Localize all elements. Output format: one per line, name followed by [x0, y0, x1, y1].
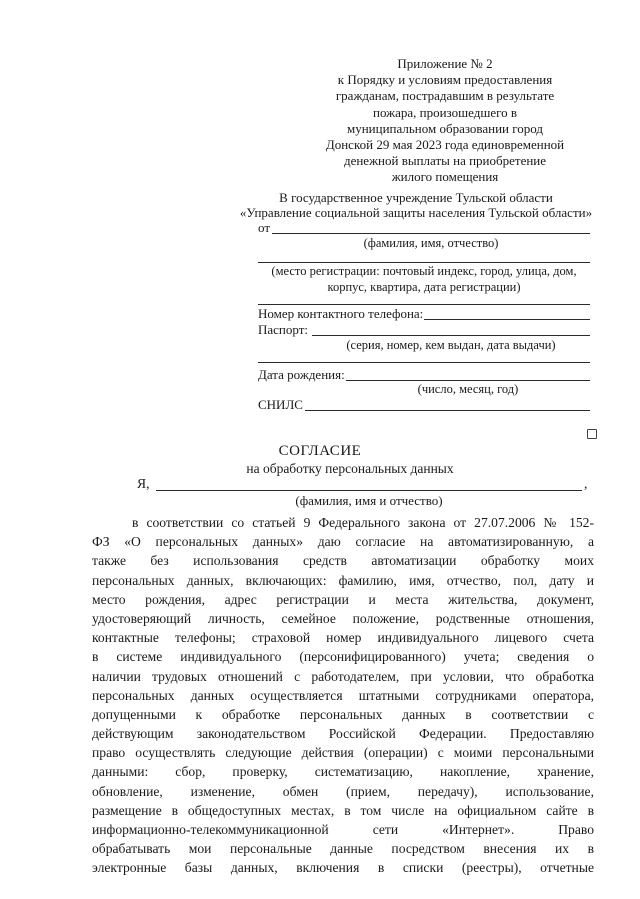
body-line: контактные телефоны; страховой номер индивидуального лицевого счета [92, 630, 594, 646]
address-field-2[interactable] [258, 304, 590, 305]
body-line: место рождения, адрес регистрации и места жительства, документ, [92, 591, 594, 607]
body-line: данными: сбор, проверку, систематизацию, накопление, хранение, [92, 764, 594, 780]
appendix-line: денежной выплаты на приобретение [343, 153, 547, 169]
passport-hint: (серия, номер, кем выдан, дата выдачи) [346, 338, 556, 352]
body-line: информационно-телекоммуникационной сети «Интернет». Право [92, 822, 594, 837]
body-line: в соответствии со статьей 9 Федерального закона от 27.07.2006 № 152- [132, 515, 594, 530]
addressee-line-1: В государственное учреждение Тульской области [279, 190, 553, 205]
body-line: персональных данных, включающих: фамилию, имя, отчество, пол, дату и [92, 572, 594, 588]
body-line: обновление, изменение, обмен (прием, передачу), использование, [92, 783, 594, 799]
appendix-line: пожара, произошедшего в [372, 104, 518, 120]
appendix-line: Приложение № 2 [397, 56, 493, 71]
address-field-1[interactable] [258, 262, 590, 263]
phone-label: Номер контактного телефона: [258, 306, 424, 321]
body-line: размещение в общедоступных местах, в том числе на официальном сайте в [92, 802, 594, 818]
i-end: , [584, 476, 588, 491]
i-label: Я, [137, 476, 150, 491]
consent-title: СОГЛАСИЕ [278, 443, 362, 459]
consent-fio-hint: (фамилия, имя и отчество) [295, 493, 443, 508]
passport-field-2[interactable] [258, 362, 590, 363]
consent-fio-field[interactable] [156, 490, 582, 491]
appendix-line: к Порядку и условиям предоставления [337, 72, 553, 88]
consent-body [92, 513, 594, 878]
body-line: право осуществлять следующие действия (операции) с моими персональными [92, 745, 594, 761]
from-label: от [258, 220, 271, 235]
consent-subtitle: на обработку персональных данных [246, 461, 454, 476]
birth-hint: (число, месяц, год) [417, 382, 519, 396]
appendix-line: муниципальном образовании город [346, 120, 544, 136]
body-line: удостоверяющий личность, семейное положение, родственные отношения, [92, 610, 594, 626]
appendix-block [300, 56, 590, 186]
addressee-line-2: «Управление социальной защиты населения Тульской области» [239, 205, 593, 220]
fio-hint: (фамилия, имя, отчество) [363, 236, 499, 250]
body-line: также без использования средств автоматизации обработку моих [92, 553, 594, 569]
birth-label: Дата рождения: [258, 367, 345, 382]
appendix-line: жилого помещения [391, 169, 499, 185]
fio-field[interactable] [272, 233, 590, 234]
snils-field[interactable] [305, 410, 590, 411]
snils-label: СНИЛС [258, 397, 303, 412]
body-line: допущенными к обработке персональных данных в соответствии с [92, 706, 594, 722]
body-line: обрабатывать мои персональные данные посредством внесения их в [92, 841, 594, 857]
body-line: ФЗ «О персональных данных» даю согласие на автоматизированную, а [92, 534, 594, 550]
appendix-line: Донской 29 мая 2023 года единовременной [325, 137, 565, 153]
body-line: наличии трудовых отношений с работодателем, при условии, что обработка [92, 668, 594, 684]
birth-field[interactable] [346, 380, 590, 381]
passport-label: Паспорт: [258, 322, 309, 337]
body-line: в системе индивидуального (персонифицированного) учета; сведения о [92, 649, 594, 665]
address-hint-1: (место регистрации: почтовый индекс, город, улица, дом, [271, 264, 577, 278]
passport-field[interactable] [312, 335, 590, 336]
appendix-line: гражданам, пострадавшим в результате [335, 88, 555, 104]
body-line: действующим законодательством Российской Федерации. Предоставляю [92, 726, 594, 742]
address-hint-2: корпус, квартира, дата регистрации) [327, 280, 521, 294]
body-line: персональных данных осуществляется штатными сотрудниками оператора, [92, 687, 594, 703]
phone-field[interactable] [424, 319, 590, 320]
body-line: электронные базы данных, включения в списки (реестры), отчетные [92, 860, 594, 876]
checkbox[interactable] [587, 429, 597, 439]
